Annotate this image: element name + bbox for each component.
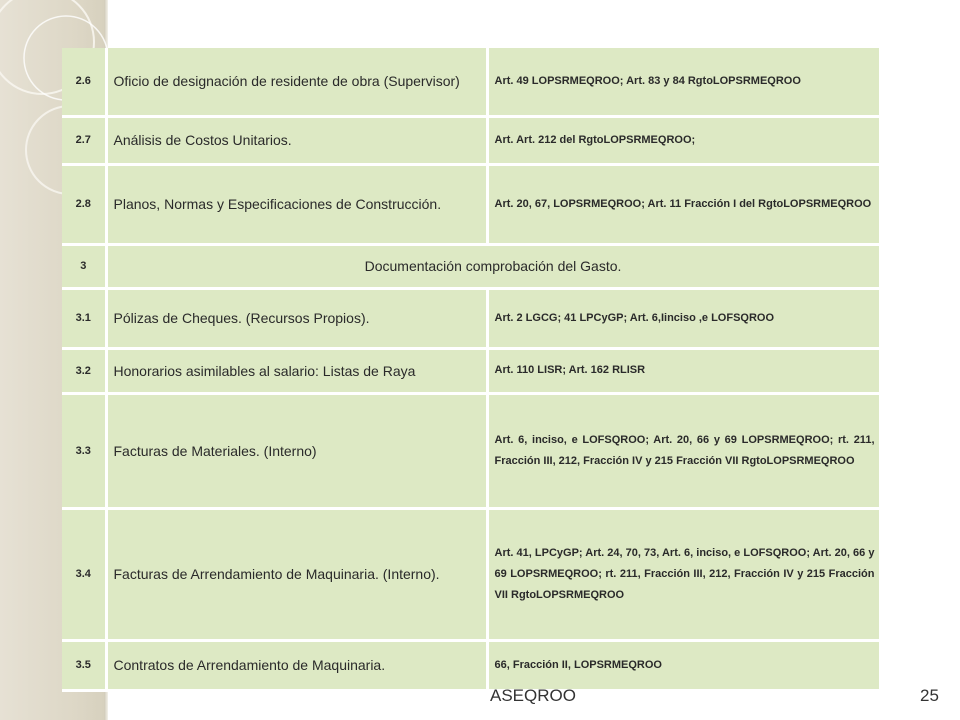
legal-basis: Art. 110 LISR; Art. 162 RLISR	[487, 348, 880, 393]
legal-basis: Art. 20, 67, LOPSRMEQROO; Art. 11 Fracción I del RgtoLOPSRMEQROO	[487, 164, 880, 244]
row-number: 2.6	[62, 48, 106, 116]
document-name: Análisis de Costos Unitarios.	[106, 116, 487, 164]
table-row	[62, 640, 880, 690]
table-row	[62, 348, 880, 393]
section-title: Documentación comprobación del Gasto.	[106, 244, 880, 288]
row-number: 3.5	[62, 640, 106, 690]
row-number: 2.7	[62, 116, 106, 164]
document-name: Honorarios asimilables al salario: Listas de Raya	[106, 348, 487, 393]
documents-table	[62, 48, 882, 692]
legal-basis: Art. 41, LPCyGP; Art. 24, 70, 73, Art. 6, inciso, e LOFSQROO; Art. 20, 66 y 69 LOPSRMEQROO; rt. 211, Fracción III, 212, Fracción IV y 215 Fracción VII RgtoLOPSRMEQROO	[487, 508, 880, 640]
document-name: Planos, Normas y Especificaciones de Construcción.	[106, 164, 487, 244]
table-row	[62, 164, 880, 244]
section-number: 3	[62, 244, 106, 288]
legal-basis: Art. Art. 212 del RgtoLOPSRMEQROO;	[487, 116, 880, 164]
table-row	[62, 393, 880, 508]
legal-basis: Art. 2 LGCG; 41 LPCyGP; Art. 6,Iinciso ,e LOFSQROO	[487, 288, 880, 348]
table-row	[62, 288, 880, 348]
document-name: Pólizas de Cheques. (Recursos Propios).	[106, 288, 487, 348]
document-name: Facturas de Materiales. (Interno)	[106, 393, 487, 508]
row-number: 2.8	[62, 164, 106, 244]
row-number: 3.3	[62, 393, 106, 508]
section-row	[62, 244, 880, 288]
document-name: Oficio de designación de residente de obra (Supervisor)	[106, 48, 487, 116]
legal-basis: Art. 6, inciso, e LOFSQROO; Art. 20, 66 y 69 LOPSRMEQROO; rt. 211, Fracción III, 212, Fracción IV y 215 Fracción VII RgtoLOPSRMEQROO	[487, 393, 880, 508]
footer-organization: ASEQROO	[490, 686, 576, 705]
document-name: Facturas de Arrendamiento de Maquinaria. (Interno).	[106, 508, 487, 640]
table-row	[62, 116, 880, 164]
page-number: 25	[920, 686, 939, 705]
table-row	[62, 508, 880, 640]
document-name: Contratos de Arrendamiento de Maquinaria.	[106, 640, 487, 690]
row-number: 3.4	[62, 508, 106, 640]
table-row	[62, 48, 880, 116]
legal-basis: 66, Fracción II, LOPSRMEQROO	[487, 640, 880, 690]
row-number: 3.1	[62, 288, 106, 348]
legal-basis: Art. 49 LOPSRMEQROO; Art. 83 y 84 RgtoLOPSRMEQROO	[487, 48, 880, 116]
row-number: 3.2	[62, 348, 106, 393]
